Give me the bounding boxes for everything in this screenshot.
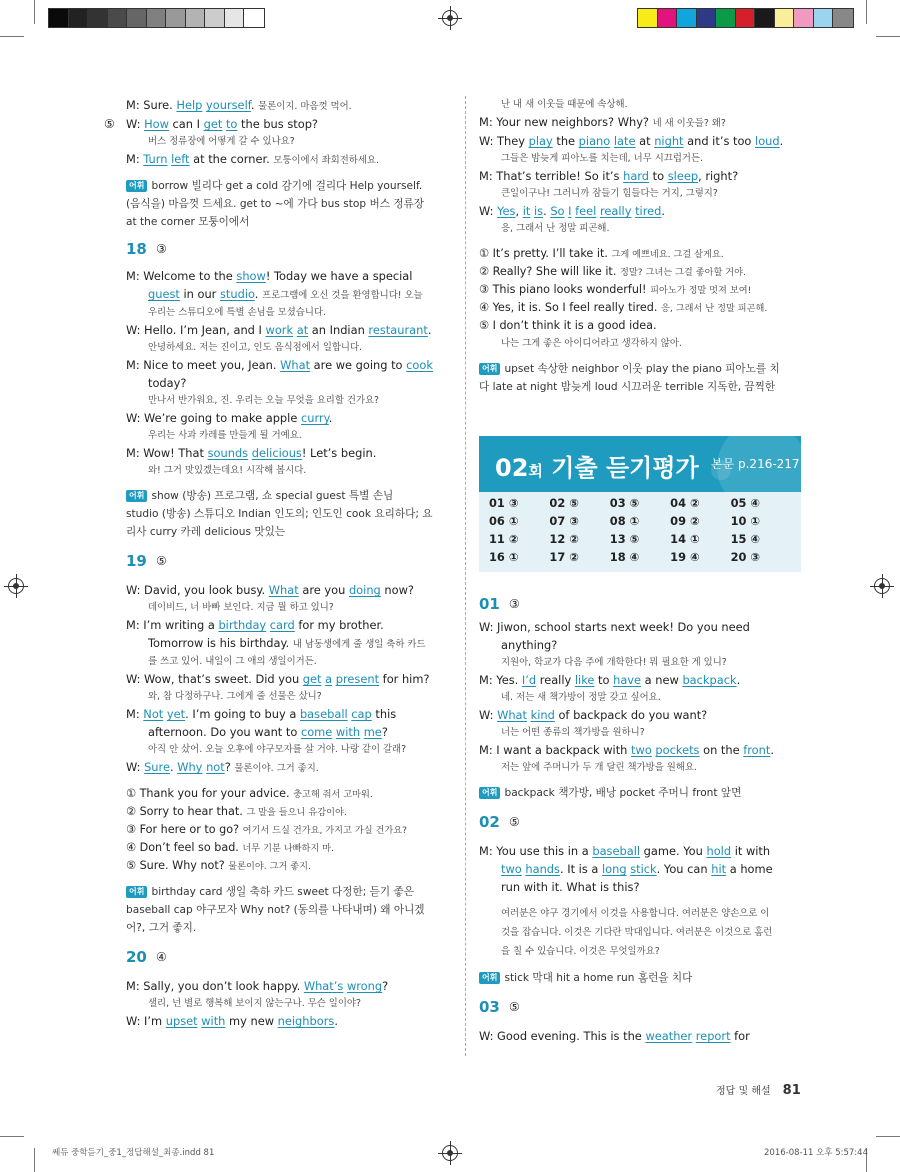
dialogue-line: W: Wow, that’s sweet. Did you get a present for him? <box>126 672 430 686</box>
dialogue-line: M: Your new neighbors? Why? 네 새 이웃들? 왜? <box>479 115 726 129</box>
vocab-line: at the corner 모퉁이에서 <box>126 216 250 228</box>
dialogue-line: W: Jiwon, school starts next week! Do you need <box>479 620 750 634</box>
vocab-box <box>126 883 456 937</box>
answer-option: ② Really? She will like it. 정말? 그녀는 그걸 좋아할 거야. <box>479 265 746 278</box>
dialogue-line: W: Hello. I’m Jean, and I work at an Indian restaurant. <box>126 323 432 337</box>
dialogue-line: M: That’s terrible! So it’s hard to sleep, right? <box>479 169 739 183</box>
date-slug: 2016-08-11 오후 5:57:44 <box>764 1148 868 1158</box>
answer-option: ③ For here or to go? 여기서 드실 건가요, 가지고 가실 건가요? <box>126 823 408 836</box>
blank-word: yet <box>166 707 186 721</box>
vocab-box <box>126 487 456 541</box>
blank-word: wrong <box>346 979 383 993</box>
answer-key-table <box>479 492 801 572</box>
translation-line: 우리는 사과 카레를 만들게 될 거예요. <box>148 430 302 441</box>
blank-word: studio <box>219 287 255 301</box>
blank-word: hands <box>525 862 560 876</box>
question-18-header <box>126 231 456 267</box>
blank-word: sleep <box>667 169 699 183</box>
answer-mark: ⑤ <box>509 1000 520 1014</box>
question-number: 03 <box>479 998 500 1016</box>
crop-mark <box>876 1136 900 1137</box>
blank-word: baseball <box>299 707 348 721</box>
answer-key-cell: 18 ④ <box>609 550 640 564</box>
answer-key-row <box>489 548 791 566</box>
question-number: 20 <box>126 948 147 966</box>
blank-word: with <box>201 1014 226 1028</box>
dialogue-19 <box>126 581 456 777</box>
question-number: 01 <box>479 595 500 613</box>
blank-word: like <box>574 673 595 687</box>
blank-word: play <box>528 134 553 148</box>
dialogue-line: M: Welcome to the show! Today we have a special <box>126 269 413 283</box>
answer-key-row <box>489 512 791 530</box>
registration-mark-bottom <box>442 1145 458 1161</box>
blank-word: report <box>695 1029 731 1043</box>
section-banner <box>479 436 801 492</box>
dialogue-line: M: Yes. I’d really like to have a new backpack. <box>479 673 741 687</box>
answer-key-cell: 16 ① <box>489 550 519 564</box>
dialogue-line: today? <box>148 376 187 390</box>
translation: 충고해 줘서 고마워. <box>293 789 373 800</box>
banner-title: 02회 기출 듣기평가 <box>495 454 699 482</box>
dialogue-line: M: Wow! That sounds delicious! Let’s begin. <box>126 446 377 460</box>
dialogue-02 <box>479 842 809 896</box>
translation: 응, 그래서 난 정말 피곤해. <box>661 303 768 314</box>
vocab-line: 어휘 backpack 책가방, 배낭 pocket 주머니 front 앞면 <box>479 784 809 802</box>
dialogue-20-cont <box>479 96 809 237</box>
blank-word: upset <box>165 1014 198 1028</box>
vocab-line: baseball cap 야구모자 Why not? (동의를 나타내며) 왜 아니겠 <box>126 904 425 916</box>
blank-word: front <box>743 743 771 757</box>
vocab-box <box>479 969 809 987</box>
blank-word: weather <box>645 1029 693 1043</box>
registration-mark-right <box>874 578 890 594</box>
blank-word: to <box>225 117 238 131</box>
blank-word: tired <box>635 204 662 218</box>
answer-mark: ③ <box>156 242 167 256</box>
answer-key-cell: 01 ③ <box>489 496 519 510</box>
vocab-line: 어?, 그거 좋지. <box>126 922 197 934</box>
blank-word: is <box>533 204 544 218</box>
blank-word: have <box>613 673 642 687</box>
blank-word: pockets <box>655 743 700 757</box>
vocab-line: 다 late at night 밤늦게 loud 시끄러운 terrible 지독한, 끔찍한 <box>479 381 776 393</box>
question-02-header <box>479 802 809 842</box>
translation-line: 를 쓰고 있어. 내일이 그 애의 생일이거든. <box>148 656 317 667</box>
vocab-line: 어휘 birthday card 생일 축하 카드 sweet 다정한; 듣기 좋은 <box>126 883 456 901</box>
blank-word: cook <box>406 358 433 372</box>
answer-option: ⑤ I don’t think it is a good idea. <box>479 319 657 332</box>
dialogue-line: W: They play the piano late at night and it’s too loud. <box>479 134 784 148</box>
dialogue-01 <box>479 618 809 776</box>
translation: 너무 기분 나빠하지 마. <box>242 843 334 854</box>
blank-word: I’d <box>521 673 537 687</box>
dialogue-line: M: Not yet. I’m going to buy a baseball cap this <box>126 707 397 721</box>
translation-line: 아직 안 샀어. 오늘 오후에 야구모자를 살 거야. 나랑 같이 갈래? <box>148 744 407 755</box>
translation-line: 우리는 스튜디오에 특별 손님을 모셨습니다. <box>148 307 326 318</box>
dialogue-18 <box>126 267 456 479</box>
blank-word: curry <box>300 411 329 425</box>
answer-key-row <box>489 530 791 548</box>
dialogue-line: W: David, you look busy. What are you doing now? <box>126 583 414 597</box>
dialogue-line: ⑤ W: How can I get to the bus stop? <box>104 117 318 131</box>
blank-word: hold <box>706 844 732 858</box>
answer-option: ③ This piano looks wonderful! 피아노가 정말 멋져 보여! <box>479 283 752 296</box>
file-slug: 쎄듀 중학듣기_중1_정답해설_최종.indd 81 <box>52 1148 215 1158</box>
vocab-box <box>479 784 809 802</box>
dialogue-20 <box>126 977 456 1030</box>
blank-word: a <box>325 672 333 686</box>
translation-line: 네. 저는 새 책가방이 정말 갖고 싶어요. <box>501 692 661 703</box>
dialogue-line: M: You use this in a baseball game. You hold it with <box>479 844 771 858</box>
blank-word: feel <box>575 204 597 218</box>
answer-option: ④ Yes, it is. So I feel really tired. 응, 그래서 난 정말 피곤해. <box>479 301 768 314</box>
blank-word: loud <box>755 134 780 148</box>
answer-mark: ⑤ <box>156 554 167 568</box>
blank-word: get <box>302 672 322 686</box>
translation: 물론이지. 마음껏 먹어. <box>258 101 352 112</box>
dialogue-line: M: I want a backpack with two pockets on the front. <box>479 743 774 757</box>
translation: 네 새 이웃들? 왜? <box>652 118 726 129</box>
blank-word: backpack <box>682 673 737 687</box>
registration-mark-top <box>442 10 458 26</box>
options-19 <box>126 785 456 875</box>
dialogue-line: anything? <box>501 638 558 652</box>
blank-word: it <box>522 204 531 218</box>
crop-mark <box>0 1136 24 1137</box>
blank-word: cap <box>351 707 372 721</box>
vocab-line: 어휘 borrow 빌리다 get a cold 감기에 걸리다 Help yourself. <box>126 177 456 195</box>
blank-word: Help <box>176 98 203 112</box>
answer-key-cell: 13 ⑤ <box>609 532 640 546</box>
blank-word: work <box>265 323 294 337</box>
cmyk-color-bar <box>637 8 854 28</box>
answer-mark: ⑤ <box>104 117 115 131</box>
registration-mark-left <box>8 578 24 594</box>
blank-word: left <box>171 152 190 166</box>
question-01-header <box>479 590 809 618</box>
blank-word: me <box>363 725 382 739</box>
crop-mark <box>0 36 24 37</box>
translation-line: 데이비드, 너 바빠 보인다. 지금 뭘 하고 있니? <box>148 602 334 613</box>
translation-line: 응, 그래서 난 정말 피곤해. <box>501 223 610 234</box>
vocab-line: studio (방송) 스튜디오 Indian 인도의; 인도인 cook 요리하다; 요 <box>126 508 433 520</box>
translation-line: 저는 앞에 주머니가 두 개 달린 책가방을 원해요. <box>501 762 697 773</box>
vocab-badge: 어휘 <box>126 886 147 898</box>
answer-key-cell: 09 ② <box>670 514 700 528</box>
translation-line: 와! 그거 맛있겠는데요! 시작해 봅시다. <box>148 465 307 476</box>
dialogue-line: Tomorrow is his birthday. 내 남동생에게 줄 생일 축하 카드 <box>148 636 426 650</box>
blank-word: Turn <box>143 152 168 166</box>
translation-line: 지원아, 학교가 다음 주에 개학한다! 뭐 필요한 게 있니? <box>501 657 727 668</box>
blank-word: not <box>206 760 225 774</box>
vocab-badge: 어휘 <box>479 363 500 375</box>
banner-page-ref: 본문 p.216-217 <box>711 457 800 471</box>
answer-key-cell: 20 ③ <box>730 550 761 564</box>
question-number: 19 <box>126 552 147 570</box>
answer-key-cell: 10 ① <box>730 514 761 528</box>
dialogue-line: W: Sure. Why not? 물론이야. 그거 좋지. <box>126 760 319 774</box>
answer-key-cell: 19 ④ <box>670 550 700 564</box>
translation-line: 난 내 새 이웃들 때문에 속상해. <box>501 99 628 110</box>
blank-word: present <box>335 672 380 686</box>
answer-key-cell: 12 ② <box>549 532 579 546</box>
blank-word: stick <box>630 862 657 876</box>
blank-word: yourself <box>206 98 251 112</box>
answer-option: 나는 그게 좋은 아이디어라고 생각하지 않아. <box>501 338 682 349</box>
crop-mark <box>34 1148 35 1172</box>
dialogue-pre <box>104 96 456 169</box>
question-19-header <box>126 541 456 581</box>
blank-word: really <box>599 204 632 218</box>
answer-option: ④ Don’t feel so bad. 너무 기분 나빠하지 마. <box>126 841 334 854</box>
blank-word: What’s <box>303 979 344 993</box>
dialogue-line: M: Sally, you don’t look happy. What’s wrong? <box>126 979 389 993</box>
answer-option: ⑤ Sure. Why not? 물론이야. 그거 좋지. <box>126 859 311 872</box>
blank-word: late <box>613 134 636 148</box>
blank-word: get <box>203 117 223 131</box>
vocab-line: 리사 curry 카레 delicious 맛있는 <box>126 526 286 538</box>
blank-word: card <box>269 618 295 632</box>
blank-word: Why <box>177 760 203 774</box>
dialogue-line: run with it. What is this? <box>501 880 640 894</box>
dialogue-03 <box>479 1027 809 1045</box>
crop-mark <box>34 0 35 24</box>
translation-02 <box>479 904 809 961</box>
question-03-header <box>479 987 809 1027</box>
blank-word: two <box>631 743 652 757</box>
dialogue-line: M: I’m writing a birthday card for my brother. <box>126 618 384 632</box>
translation: 물론이야. 그거 좋지. <box>234 763 319 774</box>
blank-word: long <box>602 862 627 876</box>
blank-word: hit <box>711 862 727 876</box>
dialogue-line: M: Nice to meet you, Jean. What are we going to cook <box>126 358 433 372</box>
vocab-badge: 어휘 <box>479 972 500 984</box>
vocab-line: 어휘 stick 막대 hit a home run 홈런을 치다 <box>479 969 809 987</box>
translation-line: 것을 잡습니다. 이것은 기다란 막대입니다. 여러분은 이것으로 홈런 <box>501 927 773 938</box>
answer-key-cell: 05 ④ <box>730 496 761 510</box>
vocab-box <box>479 360 809 396</box>
question-number: 18 <box>126 240 147 258</box>
answer-option: ② Sorry to hear that. 그 말을 들으니 유감이야. <box>126 805 347 818</box>
translation-line: 큰일이구나! 그러니까 잠들기 힘들다는 거지, 그렇지? <box>501 188 718 199</box>
translation-line: 버스 정류장에 어떻게 갈 수 있나요? <box>148 136 295 147</box>
translation: 정말? 그녀는 그걸 좋아할 거야. <box>619 267 746 278</box>
blank-word: at <box>296 323 309 337</box>
answer-key-cell: 17 ② <box>549 550 579 564</box>
blank-word: come <box>300 725 333 739</box>
question-number: 02 <box>479 813 500 831</box>
answer-key-cell: 04 ② <box>670 496 700 510</box>
translation-line: 샐리, 넌 별로 행복해 보이지 않는구나. 무슨 일이야? <box>148 998 361 1009</box>
blank-word: kind <box>530 708 555 722</box>
translation-line: 여러분은 야구 경기에서 이것을 사용합니다. 여러분은 양손으로 이 <box>501 908 770 919</box>
blank-word: Sure <box>144 760 170 774</box>
vocab-badge: 어휘 <box>126 180 147 192</box>
footer-section: 정답 및 해설 <box>716 1086 771 1097</box>
right-column-top <box>479 96 809 396</box>
blank-word: So <box>550 204 565 218</box>
translation: 여기서 드실 건가요, 가지고 가실 건가요? <box>242 825 408 836</box>
vocab-box <box>126 177 456 231</box>
dialogue-line: W: Yes, it is. So I feel really tired. <box>479 204 666 218</box>
blank-word: show <box>236 269 266 283</box>
blank-word: guest <box>148 287 180 301</box>
dialogue-line: W: I’m upset with my new neighbors. <box>126 1014 338 1028</box>
blank-word: hard <box>623 169 650 183</box>
translation-line: 안녕하세요. 저는 진이고, 인도 음식점에서 일합니다. <box>148 342 363 353</box>
crop-mark <box>876 36 900 37</box>
answer-mark: ⑤ <box>509 815 520 829</box>
dialogue-line: guest in our studio. 프로그램에 오신 것을 환영합니다! 오늘 <box>148 287 423 301</box>
dialogue-line: afternoon. Do you want to come with me? <box>148 725 388 739</box>
answer-key-cell: 06 ① <box>489 514 519 528</box>
blank-word: birthday <box>218 618 267 632</box>
vocab-badge: 어휘 <box>479 787 500 799</box>
right-column-bottom <box>479 590 809 1045</box>
answer-key-cell: 15 ④ <box>730 532 761 546</box>
answer-mark: ④ <box>156 950 167 964</box>
dialogue-line: two hands. It is a long stick. You can hit a home <box>501 862 773 876</box>
blank-word: What <box>268 583 299 597</box>
column-divider <box>465 96 466 1056</box>
dialogue-line: M: Turn left at the corner. 모퉁이에서 좌회전하세요. <box>126 152 379 166</box>
vocab-badge: 어휘 <box>126 490 147 502</box>
blank-word: delicious <box>251 446 302 460</box>
blank-word: Not <box>143 707 164 721</box>
blank-word: doing <box>348 583 381 597</box>
blank-word: piano <box>578 134 611 148</box>
translation: 그 말을 들으니 유감이야. <box>246 807 347 818</box>
page-number: 81 <box>782 1083 801 1098</box>
translation-line: 와, 참 다정하구나. 그에게 줄 선물은 샀니? <box>148 691 322 702</box>
dialogue-line: W: Good evening. This is the weather report for <box>479 1029 750 1043</box>
answer-key-cell: 07 ③ <box>549 514 579 528</box>
blank-word: baseball <box>592 844 641 858</box>
blank-word: sounds <box>207 446 249 460</box>
options-20 <box>479 245 809 352</box>
dialogue-line: W: We’re going to make apple curry. <box>126 411 333 425</box>
translation-line: 만나서 반가워요, 진. 우리는 오늘 무엇을 요리할 건가요? <box>148 395 380 406</box>
answer-key-row <box>489 494 791 512</box>
blank-word: I <box>568 204 572 218</box>
blank-word: with <box>335 725 361 739</box>
grayscale-color-bar <box>48 8 265 28</box>
blank-word: restaurant <box>368 323 428 337</box>
left-column <box>104 96 456 1030</box>
blank-word: neighbors <box>277 1014 335 1028</box>
answer-key-cell: 03 ⑤ <box>609 496 640 510</box>
translation: 그게 예쁘네요. 그걸 살게요. <box>611 249 724 260</box>
vocab-line: 어휘 upset 속상한 neighbor 이웃 play the piano 피아노를 치 <box>479 360 809 378</box>
question-20-header <box>126 937 456 977</box>
answer-key-cell: 11 ② <box>489 532 519 546</box>
translation: 물론이야. 그거 좋지. <box>228 861 311 872</box>
answer-key-cell: 08 ① <box>609 514 640 528</box>
blank-word: two <box>501 862 522 876</box>
translation-line: 그들은 밤늦게 피아노를 치는데, 너무 시끄럽거든. <box>501 153 703 164</box>
dialogue-line: W: What kind of backpack do you want? <box>479 708 708 722</box>
translation-line: 너는 어떤 종류의 책가방을 원하니? <box>501 727 645 738</box>
blank-word: What <box>497 708 527 722</box>
vocab-line: (음식을) 마음껏 드세요. get to ~에 가다 bus stop 버스 정류장 <box>126 198 425 210</box>
translation: 내 남동생에게 줄 생일 축하 카드 <box>292 639 426 650</box>
answer-mark: ③ <box>509 597 520 611</box>
translation-line: 을 칠 수 있습니다. 이것은 무엇일까요? <box>501 946 660 957</box>
blank-word: Yes <box>497 204 516 218</box>
blank-word: How <box>144 117 169 131</box>
translation: 모퉁이에서 좌회전하세요. <box>273 155 379 166</box>
answer-key-cell: 14 ① <box>670 532 700 546</box>
answer-option: ① It’s pretty. I’ll take it. 그게 예쁘네요. 그걸 살게요. <box>479 247 724 260</box>
page-footer <box>716 1082 801 1098</box>
answer-option: ① Thank you for your advice. 충고해 줘서 고마워. <box>126 787 373 800</box>
vocab-line: 어휘 show (방송) 프로그램, 쇼 special guest 특별 손님 <box>126 487 456 505</box>
translation: 피아노가 정말 멋져 보여! <box>650 285 752 296</box>
translation: 프로그램에 오신 것을 환영합니다! 오늘 <box>262 290 423 301</box>
crop-mark <box>866 0 867 24</box>
blank-word: night <box>654 134 684 148</box>
blank-word: What <box>280 358 311 372</box>
dialogue-line: M: Sure. Help yourself. 물론이지. 마음껏 먹어. <box>126 98 352 112</box>
answer-key-cell: 02 ⑤ <box>549 496 579 510</box>
